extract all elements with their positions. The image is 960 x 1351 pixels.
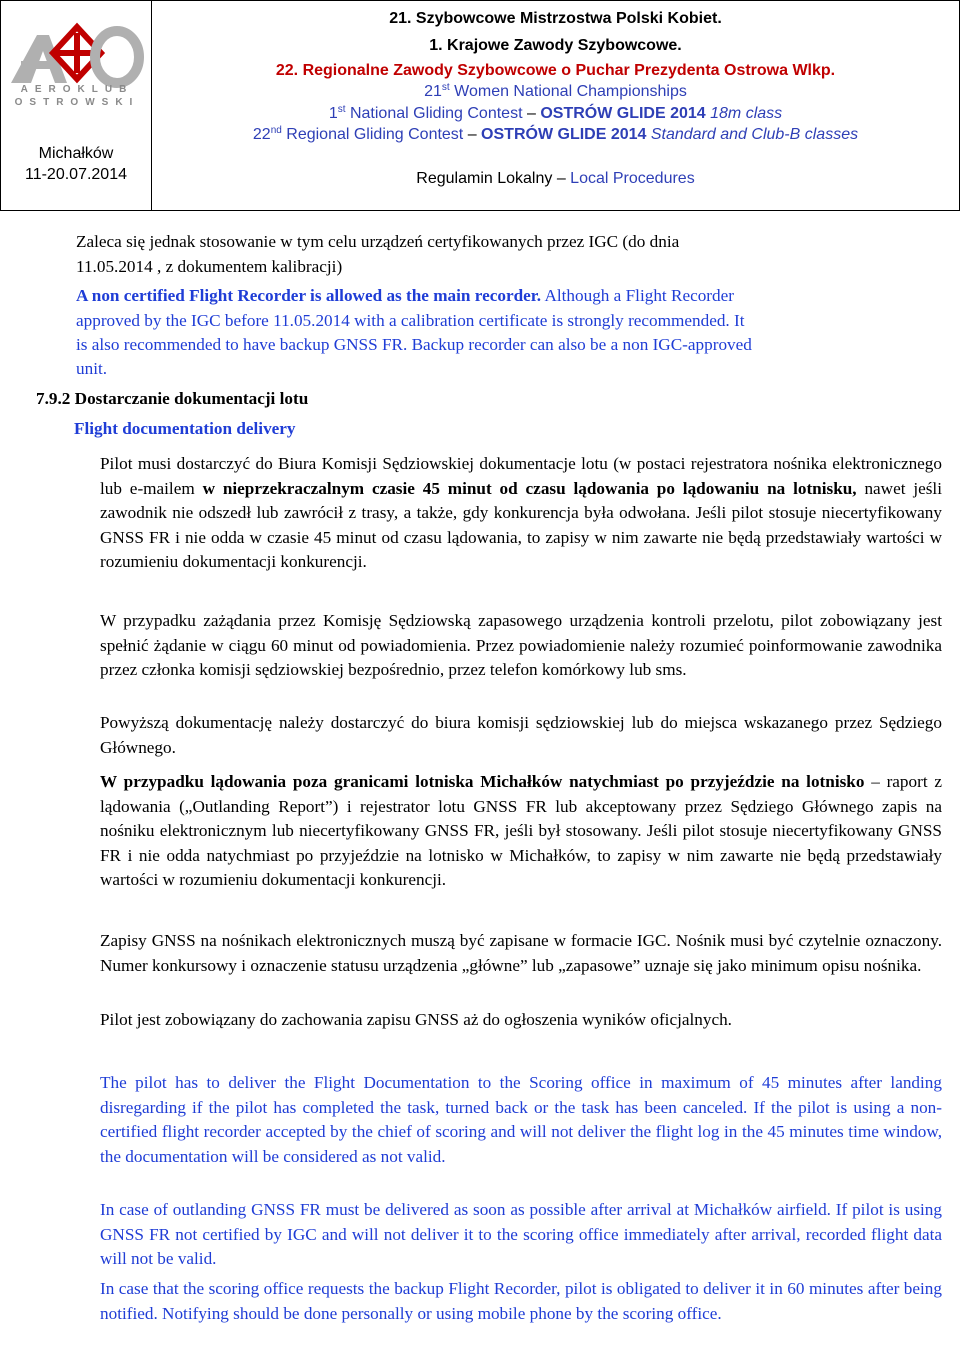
logo-cell	[1, 1, 152, 210]
local-procedures-line: Regulamin Lokalny – Local Procedures	[416, 170, 695, 187]
pl-paragraph-5: Zapisy GNSS na nośnikach elektronicznych muszą być zapisane w formacie IGC. Nośnik musi być czytelnie oznaczony. Numer konkursowy i oznaczenie statusu urządzenia „główne” lub „zapasowe” uznaje się jako minimum opisu nośnika.	[100, 931, 942, 975]
top-line-4: approved by the IGC before 11.05.2014 with a calibration certificate is strongly recommended. It	[76, 311, 745, 330]
top-line-6: unit.	[76, 359, 108, 378]
top-line-1: Zaleca się jednak stosowanie w tym celu urządzeń certyfikowanych przez IGC (do dnia	[76, 232, 680, 251]
title-line-3: 22. Regionalne Zawody Szybowcowe o Puchar Prezydenta Ostrowa Wlkp.	[275, 62, 836, 79]
page-header	[0, 0, 960, 211]
title-line-6: 22nd Regional Gliding Contest – OSTRÓW GLIDE 2014 Standard and Club-B classes	[252, 125, 859, 143]
top-line-2: 11.05.2014 , z dokumentem kalibracji)	[76, 257, 343, 276]
logo-text-ostrowski: OSTROWSKI	[14, 97, 140, 108]
en-paragraph-1: The pilot has to deliver the Flight Documentation to the Scoring office in maximum of 45 minutes after landing disregarding if the pilot has completed the task, turned back or the task has been canceled. If the pilot is using a non-certified flight recorder accepted by the chief of scoring and will not deliver the flight log in the 45 minutes time window, the documentation will be considered as not valid.	[100, 1073, 942, 1166]
top-line-5: is also recommended to have backup GNSS FR. Backup recorder can also be a non IGC-approved	[76, 335, 752, 354]
title-line-2: 1. Krajowe Zawody Szybowcowe.	[429, 37, 682, 54]
pl-paragraph-6: Pilot jest zobowiązany do zachowania zapisu GNSS aż do ogłoszenia wyników oficjalnych.	[100, 1010, 732, 1029]
event-dates: 11-20.07.2014	[24, 166, 127, 183]
top-line-3: A non certified Flight Recorder is allowed as the main recorder. Although a Flight Recorder	[76, 286, 734, 305]
place-name: Michałków	[38, 145, 114, 162]
en-paragraph-2: In case of outlanding GNSS FR must be delivered as soon as possible after arrival at Michałków airfield. If pilot is using GNSS FR not certified by IGC and will not deliver it to the scoring office immediately after arrival, recorded flight data will not be valid.	[100, 1200, 942, 1268]
title-cell	[152, 1, 959, 210]
pl-paragraph-1: Pilot musi dostarczyć do Biura Komisji Sędziowskiej dokumentacje lotu (w postaci rejestratora nośnika elektronicznego lub e-mailem w nieprzekraczalnym czasie 45 minut od czasu lądowania po lądowaniu na lotnisku, nawet jeśli zawodnik nie odszedł lub zawrócił z trasy, a także, gdy konkurencja była odwołana. Jeśli pilot stosuje niecertyfikowany GNSS FR i nie odda w czasie 45 minut od czasu lądowania, to zapisy w nim zawarte nie będą przedstawiały wartości w rozumieniu dokumentacji konkurencji.	[100, 454, 942, 571]
pl-paragraph-2: W przypadku zażądania przez Komisję Sędziowską zapasowego urządzenia kontroli przelotu, pilot zobowiązany jest spełnić żądanie w ciągu 60 minut od powiadomienia. Przez powiadomienie należy rozumieć poinformowanie zawodnika przez członka komisji sędziowskiej bezpośrednio, przez telefon komórkowy lub sms.	[100, 611, 942, 679]
en-paragraph-3: In case that the scoring office requests the backup Flight Recorder, pilot is obligated to deliver it in 60 minutes after being notified. Notifying should be done personally or using mobile phone by the scoring office.	[100, 1279, 942, 1323]
pl-paragraph-3: Powyższą dokumentację należy dostarczyć do biura komisji sędziowskiej lub do miejsca wskazanego przez Sędziego Głównego.	[100, 713, 942, 757]
title-line-1: 21. Szybowcowe Mistrzostwa Polski Kobiet.	[389, 10, 722, 27]
title-line-5: 1st National Gliding Contest – OSTRÓW GLIDE 2014 18m class	[328, 104, 783, 122]
pl-paragraph-4: W przypadku lądowania poza granicami lotniska Michałków natychmiast po przyjeździe na lotnisko – raport z lądowania („Outlanding Report”) i rejestrator lotu GNSS FR lub akceptowany przez Sędziego Głównego zapis na nośniku elektronicznym lub niecertyfikowany GNSS FR, jeśli był stosowany. Jeśli pilot stosuje niecertyfikowany GNSS FR i nie odda natychmiast po przyjeździe na lotnisko w Michałków, to zapisy w nim zawarte nie będą przedstawiały wartości w rozumieniu dokumentacji konkurencji.	[100, 772, 942, 889]
title-line-4: 21st Women National Championships	[424, 82, 687, 100]
section-heading-pl: 7.9.2 Dostarczanie dokumentacji lotu	[36, 389, 309, 408]
section-heading-en: Flight documentation delivery	[74, 419, 296, 438]
logo-text-aeroklub: AEROKLUB	[20, 84, 134, 95]
